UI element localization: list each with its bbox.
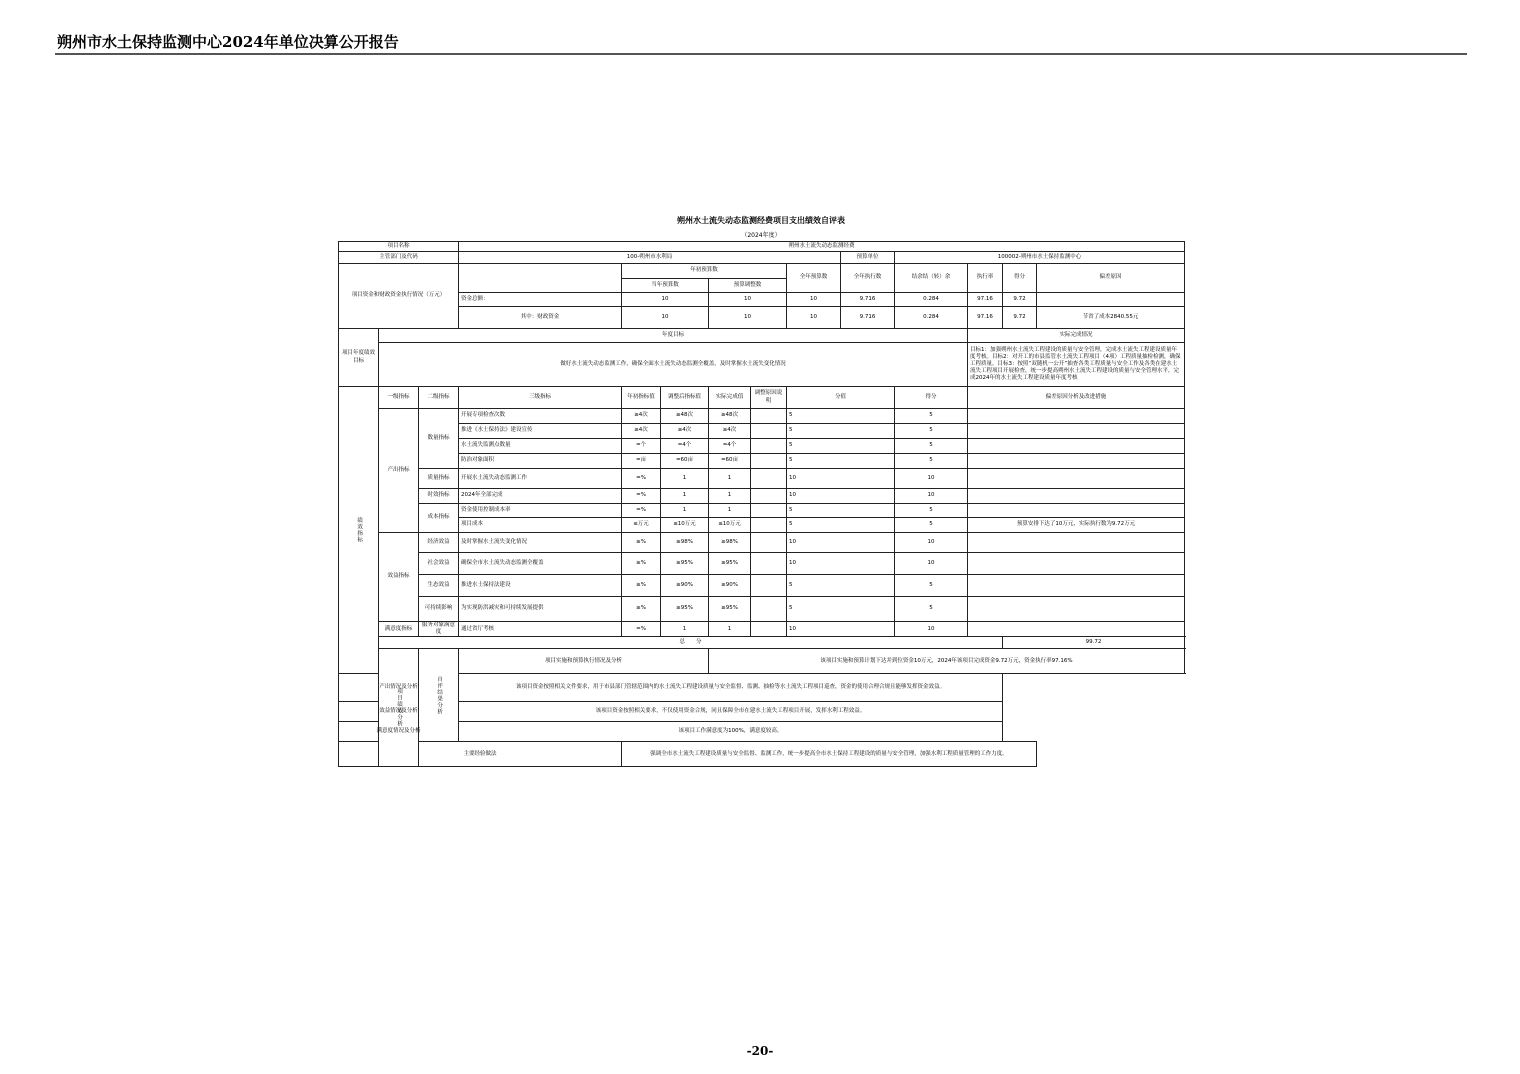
indicator-actual: 1 [709, 504, 751, 518]
indicator-name: 水土流失监测点数量 [459, 439, 622, 454]
analysis-row-text: 该项目资金按照相关要求，不仅使用资金合规，同且保障全市在建水土流失工程项目开展，发挥水利工程效益。 [459, 702, 1003, 722]
group-cost: 成本指标 [419, 504, 459, 533]
indicator-score: 10 [895, 622, 968, 637]
indicator-weight: 10 [787, 489, 895, 504]
hdr-reason: 调整原因说明 [751, 387, 787, 409]
analysis-row-text: 该项目实施和预算计划下达并到位资金10万元，2024年该项目完成资金9.72万元，资金执行率97.16% [709, 649, 1185, 674]
indicator-score: 10 [895, 533, 968, 553]
funds-row-total [339, 293, 1185, 307]
indicator-actual: ≥90% [709, 575, 751, 597]
indicator-annual: ≥% [622, 553, 661, 575]
indicator-annual: ≤万元 [622, 518, 661, 533]
goals-content-row [339, 343, 1185, 387]
analysis-row-label: 项目实施和预算执行情况及分析 [459, 649, 709, 674]
group-timeliness: 时效指标 [419, 489, 459, 504]
project-dept-row [339, 252, 1185, 264]
indicator-adjusted: ≤10万元 [661, 518, 709, 533]
funds-reason-cell: 节省了成本2840.55元 [1037, 307, 1185, 329]
indicator-deviation [968, 469, 1185, 489]
indicator-weight: 5 [787, 439, 895, 454]
indicator-name: 防治对象面积 [459, 454, 622, 469]
indicator-name: 开展专项检查次数 [459, 409, 622, 424]
indicator-deviation [968, 439, 1185, 454]
total-row [339, 637, 1185, 649]
total-score: 99.72 [1003, 637, 1185, 649]
funds-row-fiscal [339, 307, 1185, 329]
hdr-level3: 三级指标 [459, 387, 622, 409]
indicator-annual: ≥4次 [622, 409, 661, 424]
goals-actual-header: 实际完成情况 [968, 329, 1185, 343]
indicator-actual: ≥95% [709, 553, 751, 575]
indicator-annual: =个 [622, 439, 661, 454]
indicator-actual: ≥98% [709, 533, 751, 553]
unit-label: 预算单位 [841, 252, 895, 264]
indicator-adjusted: 1 [661, 504, 709, 518]
goals-label: 项目年度绩效目标 [339, 329, 379, 387]
indicator-adjusted: ≥48次 [661, 409, 709, 424]
indicator-adjusted: 1 [661, 622, 709, 637]
indicator-weight: 5 [787, 424, 895, 439]
indicator-score: 5 [895, 575, 968, 597]
indicator-annual: ≥% [622, 597, 661, 622]
project-name-value: 朔州水土流失动态监测经费 [459, 242, 1185, 252]
indicator-score: 5 [895, 518, 968, 533]
indicator-adjusted: 1 [661, 489, 709, 504]
indicator-score: 10 [895, 489, 968, 504]
indicator-score: 5 [895, 439, 968, 454]
indicator-name: 通过省厅考核 [459, 622, 622, 637]
group-quality: 质量指标 [419, 469, 459, 489]
funds-col-approved-2: 预算调整数 [709, 279, 787, 293]
hdr-level1: 一级指标 [379, 387, 419, 409]
funds-col-balance: 结余结（转）余 [895, 264, 968, 293]
indicator-name: 项目成本 [459, 518, 622, 533]
indicator-weight: 5 [787, 518, 895, 533]
hdr-score: 得分 [895, 387, 968, 409]
indicator-actual: 1 [709, 489, 751, 504]
indicator-deviation [968, 575, 1185, 597]
indicator-adjusted: =60亩 [661, 454, 709, 469]
indicator-row [339, 575, 1185, 597]
experience-row [339, 742, 1185, 767]
hdr-deviation: 偏差原因分析及改进措施 [968, 387, 1185, 409]
indicator-row [339, 622, 1185, 637]
funds-cell: 9.716 [841, 293, 895, 307]
table-year: （2024年度） [741, 232, 781, 239]
indicator-row [339, 597, 1185, 622]
indicator-weight: 5 [787, 575, 895, 597]
funds-col-score: 得分 [1003, 264, 1037, 293]
analysis-row [339, 702, 1185, 722]
goals-header-row [339, 329, 1185, 343]
indicator-annual: =% [622, 622, 661, 637]
indicator-weight: 10 [787, 553, 895, 575]
funds-cell [1037, 293, 1185, 307]
funds-section-label: 项目资金和财政资金执行情况（万元） [339, 264, 459, 329]
analysis-row-label: 满意度情况及分析 [339, 722, 459, 742]
total-label: 总 分 [379, 637, 1003, 649]
indicator-actual: =4个 [709, 439, 751, 454]
indicator-weight: 10 [787, 622, 895, 637]
analysis-row-label: 效益情况及分析 [339, 702, 459, 722]
indicator-row [339, 489, 1185, 504]
analysis-row [339, 674, 1185, 702]
indicator-name: 2024年全部完成 [459, 489, 622, 504]
funds-col-total: 全年预算数 [787, 264, 841, 293]
funds-cell: 97.16 [968, 307, 1003, 329]
indicator-score: 10 [895, 553, 968, 575]
report-header-title: 朔州市水土保持监测中心2024年单位决算公开报告 [57, 33, 399, 51]
funds-cell: 9.72 [1003, 307, 1037, 329]
indicator-row [339, 439, 1185, 454]
funds-header-row-1 [339, 264, 1185, 279]
indicator-row [339, 518, 1185, 533]
indicator-score: 5 [895, 597, 968, 622]
indicator-deviation [968, 454, 1185, 469]
indicator-row [339, 533, 1185, 553]
page-number: -20- [746, 1044, 774, 1058]
indicator-weight: 5 [787, 597, 895, 622]
indicator-actual: ≥95% [709, 597, 751, 622]
indicator-actual: 1 [709, 469, 751, 489]
group-quantity: 数量指标 [419, 409, 459, 469]
indicator-weight: 10 [787, 533, 895, 553]
indicator-row [339, 469, 1185, 489]
group-ecological: 生态效益 [419, 575, 459, 597]
indicator-deviation [968, 504, 1185, 518]
indicator-row [339, 504, 1185, 518]
project-name-row [339, 242, 1185, 252]
effect-label: 效益指标 [379, 533, 419, 622]
indicator-annual: ≥% [622, 533, 661, 553]
funds-cell: 97.16 [968, 293, 1003, 307]
indicator-score: 5 [895, 424, 968, 439]
indicator-actual: ≤10万元 [709, 518, 751, 533]
indicator-annual: ≥4次 [622, 424, 661, 439]
funds-col-reason: 偏差原因 [1037, 264, 1185, 293]
hdr-actual: 实际完成值 [709, 387, 751, 409]
table-title: 朔州水土流失动态监测经费项目支出绩效自评表 [677, 216, 845, 225]
funds-cell: 10 [709, 307, 787, 329]
indicator-row [339, 553, 1185, 575]
funds-cell: 10 [622, 307, 709, 329]
indicator-annual: =% [622, 469, 661, 489]
indicator-score: 5 [895, 504, 968, 518]
experience-text: 强调全市水土流失工程建设质量与安全监督、监测工作，统一步提高全市水土保持工程建设的质量与安全管理，加强水利工程质量管理的工作力度。 [622, 742, 1037, 767]
goals-annual-header: 年度目标 [379, 329, 968, 343]
funds-cell: 9.72 [1003, 293, 1037, 307]
indicator-name: 资金使用控制成本率 [459, 504, 622, 518]
output-label: 产出指标 [379, 409, 419, 533]
indicator-deviation: 预算安排下达了10万元，实际执行数为9.72万元 [968, 518, 1185, 533]
indicator-weight: 5 [787, 454, 895, 469]
indicator-actual: ≥48次 [709, 409, 751, 424]
indicator-annual: =% [622, 504, 661, 518]
performance-evaluation-table [338, 241, 1185, 767]
indicator-deviation [968, 424, 1185, 439]
indicator-row [339, 424, 1185, 439]
satisfaction-label: 满意度指标 [379, 622, 419, 637]
indicator-name: 为实现防洪减灾和可持续发展提供 [459, 597, 622, 622]
indicator-score: 5 [895, 454, 968, 469]
group-social: 社会效益 [419, 553, 459, 575]
indicator-adjusted: ≥90% [661, 575, 709, 597]
indicator-actual: 1 [709, 622, 751, 637]
dept-value: 100-朔州市水利局 [459, 252, 841, 264]
indicator-adjusted: 1 [661, 469, 709, 489]
indicator-adjusted: ≥95% [661, 553, 709, 575]
indicator-score: 5 [895, 409, 968, 424]
funds-row-label: 资金总额： [459, 293, 622, 307]
analysis-row [339, 722, 1185, 742]
indicator-score: 10 [895, 469, 968, 489]
indicator-adjusted: ≥95% [661, 597, 709, 622]
group-economic: 经济效益 [419, 533, 459, 553]
indicator-annual: ≥% [622, 575, 661, 597]
analysis-sub-label: 自评结果分析 [419, 649, 459, 742]
analysis-row-label: 产出情况及分析 [339, 674, 459, 702]
indicator-deviation [968, 553, 1185, 575]
indicators-section-label: 绩效指标 [339, 387, 379, 674]
indicator-row [339, 409, 1185, 424]
goals-annual-text: 做好水土流失动态监测工作，确保全面水土流失动态监测全覆盖，及时掌握水土流失变化情况 [379, 343, 968, 387]
funds-cell: 0.284 [895, 293, 968, 307]
funds-row-label: 其中：财政资金 [459, 307, 622, 329]
group-sustainable: 可持续影响 [419, 597, 459, 622]
analysis-row [339, 649, 1185, 674]
funds-col-rate: 执行率 [968, 264, 1003, 293]
indicator-actual: ≥4次 [709, 424, 751, 439]
indicator-adjusted: ≥98% [661, 533, 709, 553]
funds-cell: 10 [709, 293, 787, 307]
indicator-deviation [968, 533, 1185, 553]
indicator-actual: =60亩 [709, 454, 751, 469]
indicator-weight: 5 [787, 409, 895, 424]
analysis-row-text: 该项目资金按照相关文件要求，用于市县部门管辖范围内的水土流失工程建设质量与安全监督、监测、抽检等水土流失工程项目巡查，资金的使用合理合规且能够发挥资金效益。 [459, 674, 1003, 702]
indicator-row [339, 454, 1185, 469]
indicator-deviation [968, 409, 1185, 424]
indicator-annual: =亩 [622, 454, 661, 469]
unit-value: 100002-朔州市水土保持监测中心 [895, 252, 1185, 264]
indicator-adjusted: ≥4次 [661, 424, 709, 439]
project-name-label: 项目名称 [339, 242, 459, 252]
indicator-adjusted: =4个 [661, 439, 709, 454]
funds-col-approved: 当年预算数 [622, 279, 709, 293]
funds-cell: 10 [622, 293, 709, 307]
funds-cell: 0.284 [895, 307, 968, 329]
indicator-weight: 5 [787, 504, 895, 518]
funds-cell: 9.716 [841, 307, 895, 329]
indicator-name: 推进水土保持法建设 [459, 575, 622, 597]
hdr-weight: 分值 [787, 387, 895, 409]
funds-cell: 10 [787, 307, 841, 329]
analysis-row-text: 该项目工作满意度为100%，满意度较高。 [459, 722, 1003, 742]
indicator-deviation [968, 597, 1185, 622]
indicator-deviation [968, 489, 1185, 504]
hdr-annual: 年初指标值 [622, 387, 661, 409]
analysis-section-label: 项目绩效分析 [379, 649, 419, 767]
indicator-name: 确保全市水土流失动态监测全覆盖 [459, 553, 622, 575]
indicator-weight: 10 [787, 469, 895, 489]
indicator-annual: =% [622, 489, 661, 504]
group-service: 服务对象满意度 [419, 622, 459, 637]
dept-label: 主管部门及代码 [339, 252, 459, 264]
hdr-adjusted: 调整后指标值 [661, 387, 709, 409]
hdr-level2: 二级指标 [419, 387, 459, 409]
indicator-header-row [339, 387, 1185, 409]
funds-cell: 10 [787, 293, 841, 307]
indicator-name: 及时掌握水土流失变化情况 [459, 533, 622, 553]
indicator-deviation [968, 622, 1185, 637]
experience-label: 主要经验做法 [339, 742, 622, 767]
indicator-name: 推进《水土保持法》建设宣传 [459, 424, 622, 439]
funds-col-exec: 全年执行数 [841, 264, 895, 293]
funds-col-year-budget: 年初预算数 [622, 264, 787, 279]
header-rule [55, 53, 1467, 55]
goals-actual-text: 目标1：加强朔州水土流失工程建设的质量与安全管理，完成水土流失工程建设质量年度考核。目标2：对开工的市县监管水土流失工程项目（4项）工程质量抽检检测，确保工程质量。目标3：按照“双随机一公开”抽查各类工程质量与安全工作及各类在建水土流失工程项目开展检查，统一步提高朔州水土流失工程建设的质量与安全管理水平，完成2024年的水土流失工程建设质量年度考核 [968, 343, 1185, 387]
indicator-name: 开展水土流失动态监测工作 [459, 469, 622, 489]
